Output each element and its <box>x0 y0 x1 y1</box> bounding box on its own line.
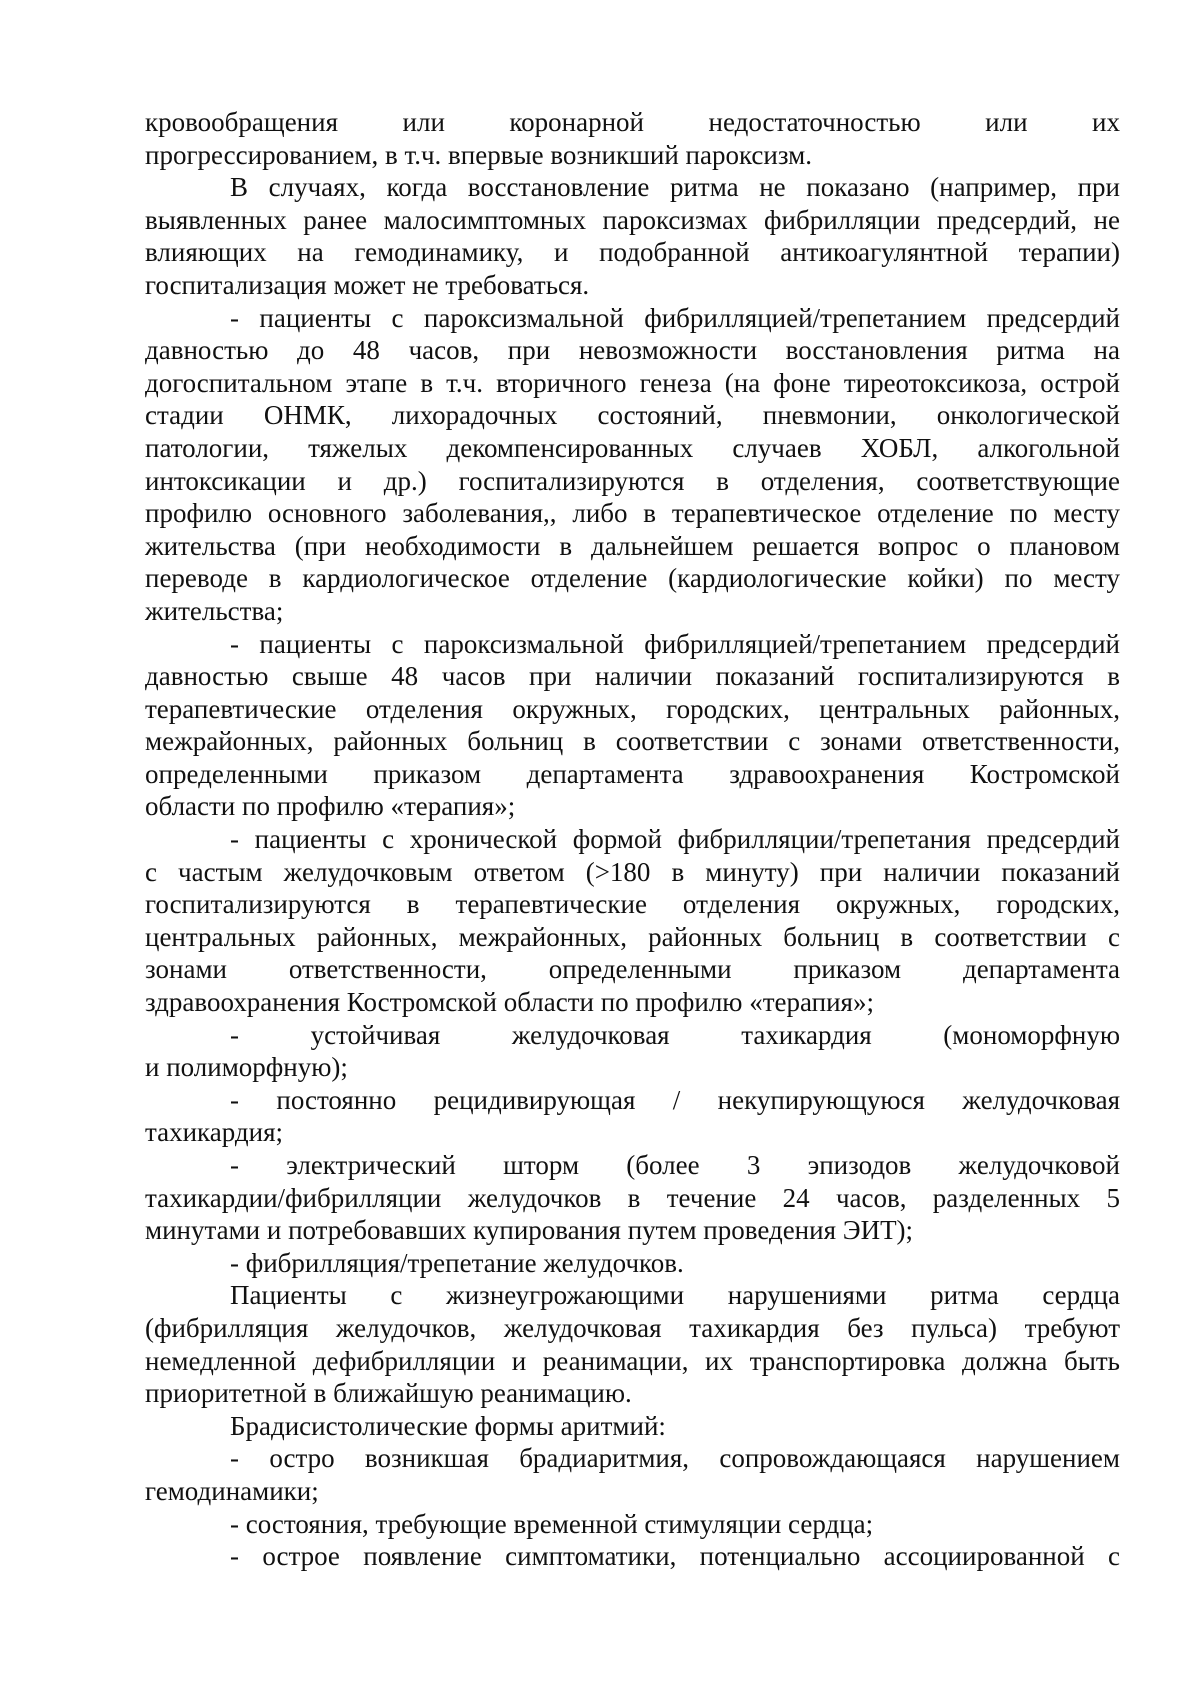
text-line: давностью свыше 48 часов при наличии показаний госпитализируются в <box>145 661 1120 692</box>
text-line: выявленных ранее малосимптомных пароксизмах фибрилляции предсердий, не <box>145 204 1120 235</box>
text-line: Брадисистолические формы аритмий: <box>230 1410 666 1441</box>
text-line: с частым желудочковым ответом (>180 в минуту) при наличии показаний <box>145 856 1120 887</box>
text-line: области по профилю «терапия»; <box>145 791 516 822</box>
paragraph <box>145 1247 1120 1280</box>
text-line: Пациенты с жизнеугрожающими нарушениями ритма сердца <box>230 1280 1120 1311</box>
text-line: профилю основного заболевания,, либо в терапевтическое отделение по месту <box>145 498 1120 529</box>
text-line: здравоохранения Костромской области по профилю «терапия»; <box>145 987 874 1018</box>
text-line: минутами и потребовавших купирования путем проведения ЭИТ); <box>145 1215 914 1246</box>
paragraph <box>145 1442 1120 1507</box>
text-line: прогрессированием, в т.ч. впервые возникший пароксизм. <box>145 139 812 170</box>
paragraph <box>145 823 1120 1019</box>
text-line: - фибрилляция/трепетание желудочков. <box>230 1247 684 1278</box>
text-line: зонами ответственности, определенными приказом департамента <box>145 954 1120 985</box>
text-line: тахикардии/фибрилляции желудочков в течение 24 часов, разделенных 5 <box>145 1182 1120 1213</box>
text-line: жительства; <box>145 595 284 626</box>
paragraph <box>145 302 1120 628</box>
text-line: госпитализируются в терапевтические отделения окружных, городских, <box>145 889 1120 920</box>
text-line: патологии, тяжелых декомпенсированных случаев ХОБЛ, алкогольной <box>145 432 1120 463</box>
text-line: влияющих на гемодинамику, и подобранной антикоагулянтной терапии) <box>145 237 1120 268</box>
text-line: переводе в кардиологическое отделение (кардиологические койки) по месту <box>145 563 1120 594</box>
text-line: центральных районных, межрайонных, районных больниц в соответствии с <box>145 921 1120 952</box>
paragraph <box>145 1279 1120 1409</box>
text-line: догоспитальном этапе в т.ч. вторичного генеза (на фоне тиреотоксикоза, острой <box>145 367 1120 398</box>
text-line: гемодинамики; <box>145 1475 319 1506</box>
text-line: - пациенты с пароксизмальной фибрилляцией/трепетанием предсердий <box>230 628 1120 659</box>
text-line: - постоянно рецидивирующая / некупирующуюся желудочковая <box>230 1084 1120 1115</box>
text-line: жительства (при необходимости в дальнейшем решается вопрос о плановом <box>145 530 1120 561</box>
paragraph <box>145 628 1120 824</box>
paragraph <box>145 1019 1120 1084</box>
text-line: В случаях, когда восстановление ритма не показано (например, при <box>230 172 1120 203</box>
text-line: немедленной дефибрилляции и реанимации, их транспортировка должна быть <box>145 1345 1120 1376</box>
text-line: давностью до 48 часов, при невозможности восстановления ритма на <box>145 335 1120 366</box>
text-line: - пациенты с хронической формой фибрилляции/трепетания предсердий <box>230 824 1120 855</box>
paragraph <box>145 1508 1120 1541</box>
paragraph <box>145 1084 1120 1149</box>
text-line: - электрический шторм (более 3 эпизодов желудочковой <box>230 1150 1120 1180</box>
text-line: приоритетной в ближайшую реанимацию. <box>145 1378 632 1409</box>
paragraph <box>145 106 1120 171</box>
text-line: кровообращения или коронарной недостаточностью или их <box>145 107 1120 137</box>
text-line: - острое появление симптоматики, потенциально ассоциированной с <box>230 1541 1120 1572</box>
paragraph <box>145 171 1120 301</box>
text-line: тахикардия; <box>145 1117 284 1148</box>
text-line: терапевтические отделения окружных, городских, центральных районных, <box>145 693 1120 724</box>
text-line: (фибрилляция желудочков, желудочковая тахикардия без пульса) требуют <box>145 1312 1120 1343</box>
text-line: - остро возникшая брадиаритмия, сопровождающаяся нарушением <box>230 1443 1120 1474</box>
text-line: госпитализация может не требоваться. <box>145 269 590 300</box>
text-line: - состояния, требующие временной стимуляции сердца; <box>230 1508 874 1539</box>
paragraph <box>145 1540 1120 1573</box>
text-line: межрайонных, районных больниц в соответствии с зонами ответственности, <box>145 726 1120 757</box>
text-line: определенными приказом департамента здравоохранения Костромской <box>145 758 1120 789</box>
paragraph <box>145 1410 1120 1443</box>
text-line: интоксикации и др.) госпитализируются в отделения, соответствующие <box>145 465 1120 496</box>
text-line: и полиморфную); <box>145 1052 348 1083</box>
text-line: - устойчивая желудочковая тахикардия (мономорфную <box>230 1019 1120 1050</box>
document-page <box>145 106 1120 1573</box>
paragraph <box>145 1149 1120 1247</box>
text-line: - пациенты с пароксизмальной фибрилляцией/трепетанием предсердий <box>230 302 1120 333</box>
text-line: стадии ОНМК, лихорадочных состояний, пневмонии, онкологической <box>145 400 1120 431</box>
